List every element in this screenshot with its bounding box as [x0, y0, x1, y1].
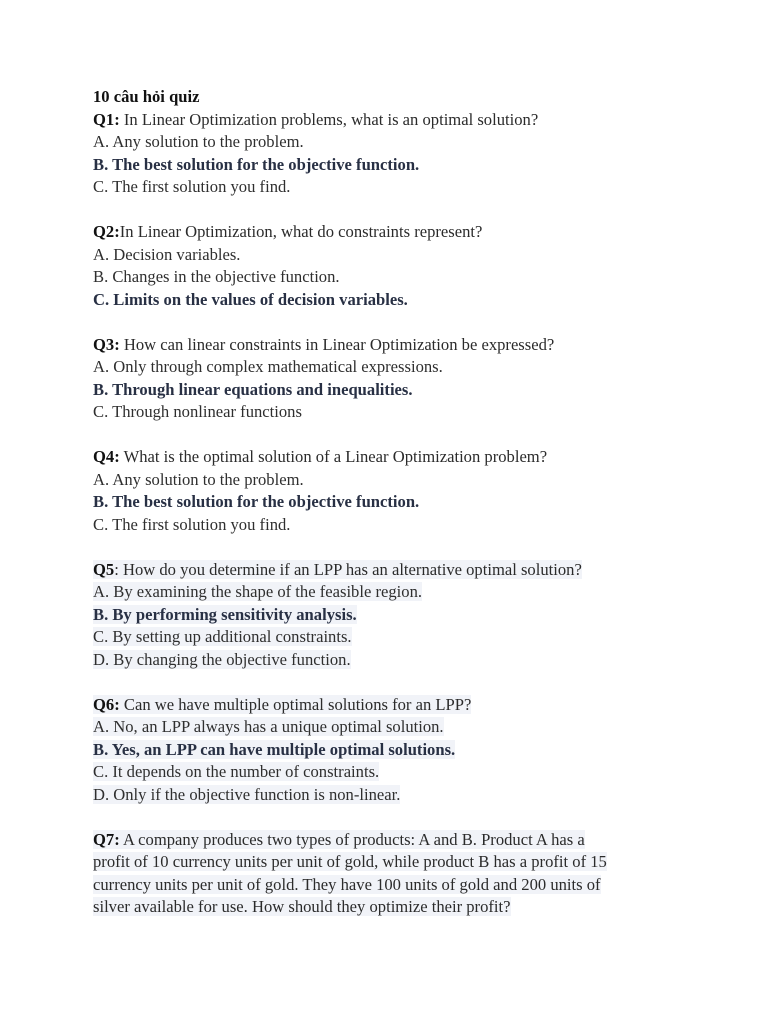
- question-line: [93, 109, 728, 132]
- question-line: [93, 446, 728, 469]
- answer-option-text: B. By performing sensitivity analysis.: [93, 604, 357, 624]
- answer-option-correct: C. Limits on the values of decision variables.: [93, 289, 408, 309]
- answer-option-correct: B. Through linear equations and inequalities.: [93, 379, 413, 399]
- question-text: In Linear Optimization, what do constraints represent?: [119, 222, 483, 241]
- answer-option: [93, 784, 728, 807]
- question-label: Q2:: [93, 222, 120, 241]
- question-line: [93, 829, 728, 852]
- question-block: [93, 559, 728, 672]
- answer-option: A. Any solution to the problem.: [93, 132, 304, 151]
- question-block: [93, 446, 728, 536]
- question-text-line: [93, 851, 728, 874]
- answer-option: [93, 761, 728, 784]
- answer-option-correct: B. The best solution for the objective function.: [93, 492, 420, 511]
- question-text: currency units per unit of gold. They have 100 units of gold and 200 units of: [93, 874, 601, 894]
- answer-option: A. Decision variables.: [93, 244, 241, 264]
- question-text-line: [93, 874, 728, 897]
- answer-option: [93, 626, 728, 649]
- question-label: Q5: [93, 559, 115, 579]
- question-label: Q1:: [93, 109, 120, 129]
- answer-option-text: D. By changing the objective function.: [93, 649, 351, 669]
- answer-option: A. Only through complex mathematical expressions.: [93, 357, 443, 376]
- spacer: [93, 671, 728, 694]
- spacer: [93, 311, 728, 334]
- question-label: Q4:: [93, 447, 120, 466]
- question-text: How can linear constraints in Linear Optimization be expressed?: [119, 334, 555, 354]
- answer-option: B. Changes in the objective function.: [93, 267, 340, 286]
- question-label: Q6:: [93, 694, 120, 714]
- answer-option-text: C. It depends on the number of constraints.: [93, 762, 380, 781]
- question-text: profit of 10 currency units per unit of gold, while product B has a profit of 15: [93, 852, 607, 871]
- answer-option: A. Any solution to the problem.: [93, 469, 304, 489]
- spacer: [93, 199, 728, 222]
- question-line: [93, 221, 728, 244]
- answer-option: C. Through nonlinear functions: [93, 402, 302, 421]
- spacer: [93, 806, 728, 829]
- answer-option-text: A. By examining the shape of the feasible region.: [93, 582, 423, 601]
- question-text: Can we have multiple optimal solutions for an LPP?: [119, 694, 472, 714]
- question-text: A company produces two types of products: A and B. Product A has a: [119, 829, 585, 849]
- question-text: : How do you determine if an LPP has an alternative optimal solution?: [114, 559, 582, 579]
- question-label: Q7:: [93, 829, 120, 849]
- answer-option: [93, 581, 728, 604]
- question-block: [93, 109, 728, 199]
- answer-option-correct: [93, 604, 728, 627]
- answer-option: C. The first solution you find.: [93, 177, 291, 196]
- answer-option-text: D. Only if the objective function is non-linear.: [93, 784, 401, 804]
- question-block: [93, 694, 728, 807]
- question-line: [93, 334, 728, 357]
- question-text: In Linear Optimization problems, what is an optimal solution?: [119, 109, 539, 129]
- answer-option-text: A. No, an LPP always has a unique optimal solution.: [93, 717, 444, 736]
- answer-option-correct: B. The best solution for the objective function.: [93, 154, 420, 174]
- quiz-title: 10 câu hỏi quiz: [93, 87, 200, 106]
- question-block: [93, 221, 728, 311]
- question-text: silver available for use. How should they optimize their profit?: [93, 897, 511, 916]
- question-text: What is the optimal solution of a Linear Optimization problem?: [119, 447, 548, 466]
- answer-option: [93, 716, 728, 739]
- answer-option: C. The first solution you find.: [93, 514, 291, 534]
- question-line: [93, 559, 728, 582]
- answer-option-text: C. By setting up additional constraints.: [93, 627, 352, 646]
- answer-option: [93, 649, 728, 672]
- answer-option-correct: [93, 739, 728, 762]
- question-text-line: [93, 896, 728, 919]
- question-block: [93, 829, 728, 919]
- question-block: [93, 334, 728, 424]
- spacer: [93, 536, 728, 559]
- answer-option-text: B. Yes, an LPP can have multiple optimal solutions.: [93, 739, 456, 759]
- question-line: [93, 694, 728, 717]
- spacer: [93, 424, 728, 447]
- question-label: Q3:: [93, 334, 120, 354]
